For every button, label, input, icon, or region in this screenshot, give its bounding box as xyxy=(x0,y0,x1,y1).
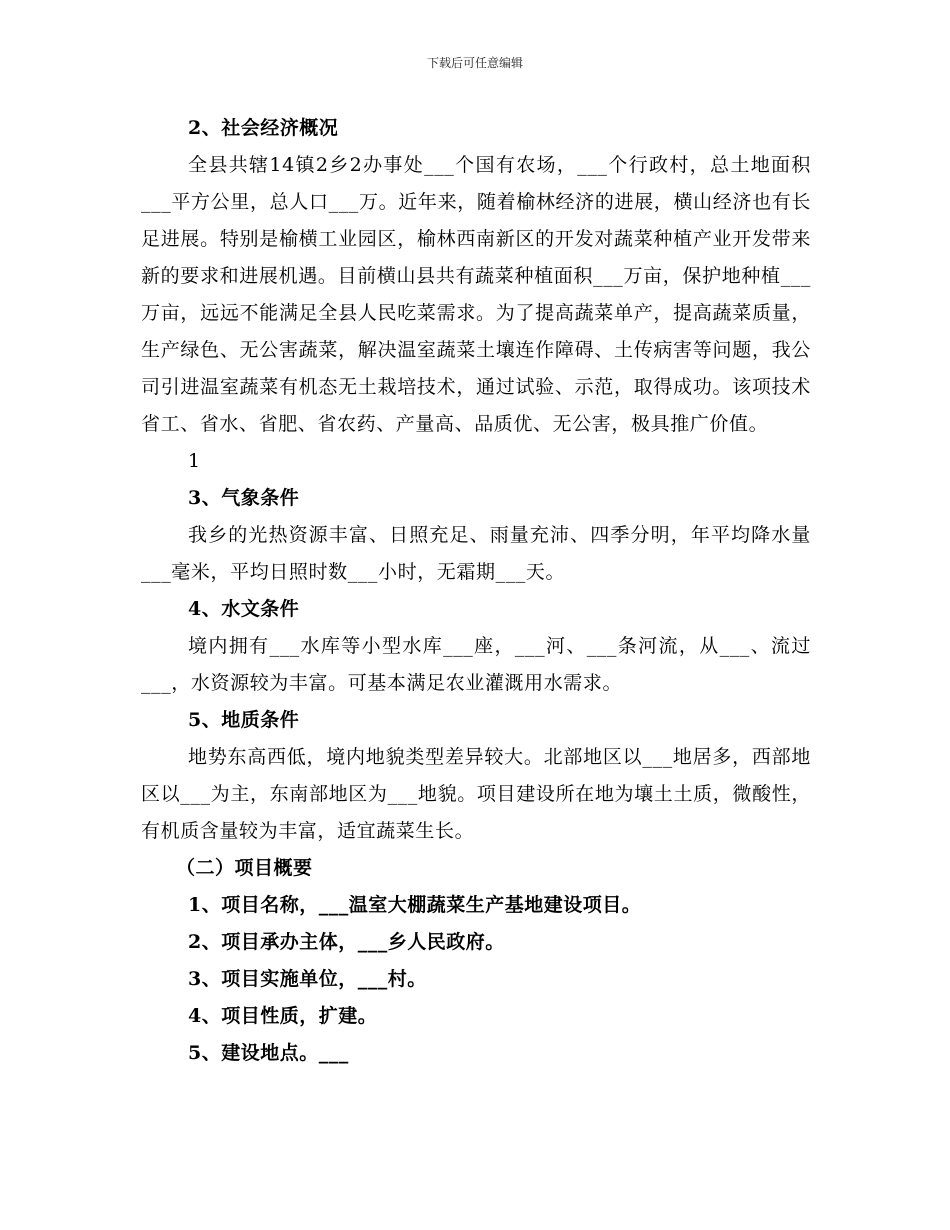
item-project-implementer: 3、项目实施单位，___村。 xyxy=(188,968,427,990)
item-project-nature: 4、项目性质，扩建。 xyxy=(188,1005,378,1027)
page-number: 1 xyxy=(188,450,201,472)
paragraph-hydrology: 境内拥有___水库等小型水库___座，___河、___条河流，从___、流过___，水资源较为丰富。可基本满足农业灌溉用水需求。 xyxy=(141,635,811,694)
heading-project-overview: （二）项目概要 xyxy=(176,857,313,879)
heading-hydrology: 4、水文条件 xyxy=(188,598,300,620)
document-body xyxy=(141,110,811,1072)
item-project-host: 2、项目承办主体，___乡人民政府。 xyxy=(188,931,505,953)
heading-weather: 3、气象条件 xyxy=(188,487,300,509)
heading-geology: 5、地质条件 xyxy=(188,709,300,731)
item-project-location: 5、建设地点。___ xyxy=(188,1042,349,1064)
paragraph-weather: 我乡的光热资源丰富、日照充足、雨量充沛、四季分明，年平均降水量___毫米，平均日照时数___小时，无霜期___天。 xyxy=(141,524,811,583)
item-project-name: 1、项目名称，___温室大棚蔬菜生产基地建设项目。 xyxy=(188,894,642,916)
heading-social-economy: 2、社会经济概况 xyxy=(188,117,339,139)
paragraph-social-economy: 全县共辖14镇2乡2办事处___个国有农场，___个行政村，总土地面积___平方公里，总人口___万。近年来，随着榆林经济的进展，横山经济也有长足进展。特别是榆横工业园区，榆林西南新区的开发对蔬菜种植产业开发带来新的要求和进展机遇。目前横山县共有蔬菜种植面积___万亩，保护地种植___万亩，远远不能满足全县人民吃菜需求。为了提高蔬菜单产，提高蔬菜质量，生产绿色、无公害蔬菜，解决温室蔬菜土壤连作障碍、土传病害等问题，我公司引进温室蔬菜有机态无土栽培技术，通过试验、示范，取得成功。该项技术省工、省水、省肥、省农药、产量高、品质优、无公害，极具推广价值。 xyxy=(141,154,811,435)
paragraph-geology: 地势东高西低，境内地貌类型差异较大。北部地区以___地居多，西部地区以___为主，东南部地区为___地貌。项目建设所在地为壤土土质，微酸性，有机质含量较为丰富，适宜蔬菜生长。 xyxy=(141,746,811,842)
page-header-note: 下载后可任意编辑 xyxy=(426,56,523,70)
